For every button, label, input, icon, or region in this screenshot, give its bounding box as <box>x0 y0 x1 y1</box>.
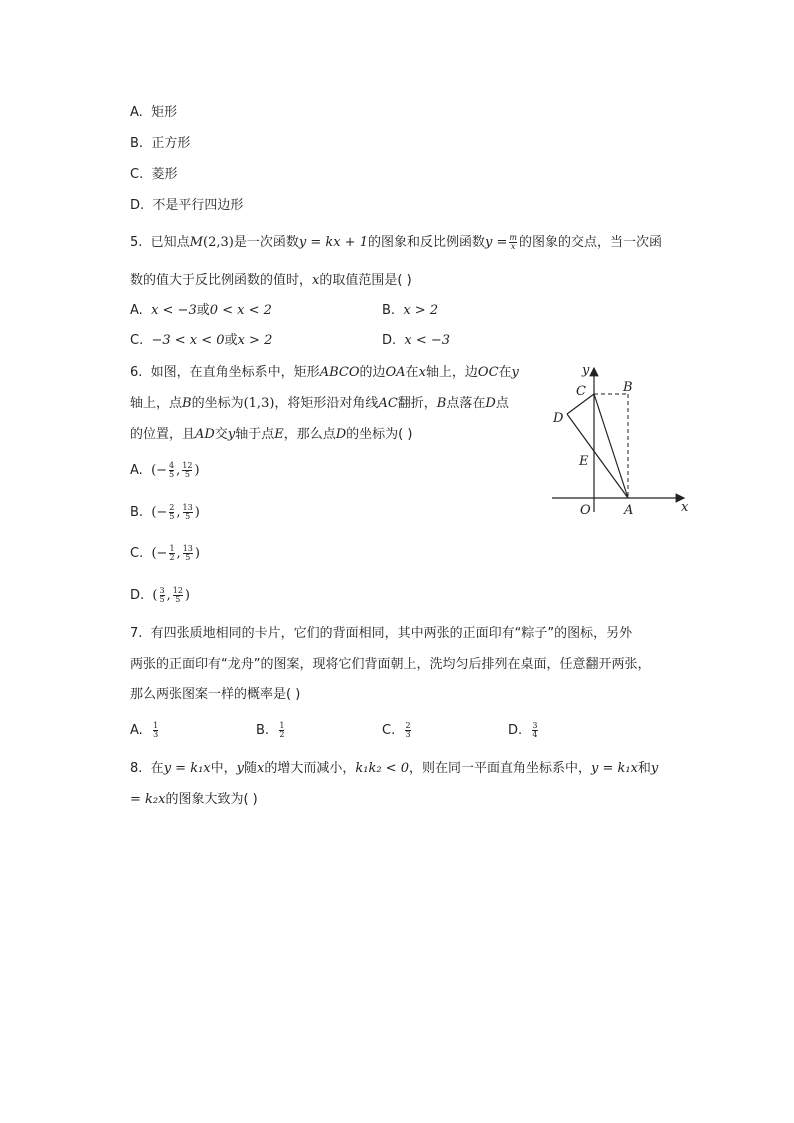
q4-option-a: A. 矩形 <box>130 105 178 120</box>
q5-fraction: $\frac{m}{x}$ <box>509 233 517 251</box>
q8-stem-line2: = k₂x的图象大致为( ) <box>130 792 258 807</box>
segment-ca <box>594 394 628 498</box>
label-e: E <box>579 454 589 469</box>
label-c: C <box>576 384 586 399</box>
q6-geometry-figure <box>548 362 698 522</box>
q5-option-a: A. x < −3或0 < x < 2 <box>130 303 272 318</box>
label-o: O <box>580 503 591 518</box>
q4-option-d: D. 不是平行四边形 <box>130 198 244 213</box>
q7-option-d: D. $\frac{3}{4}$ <box>508 721 538 739</box>
q4-option-c: C. 菱形 <box>130 167 178 182</box>
q4-option-b: B. 正方形 <box>130 136 191 151</box>
q5-stem-line1: 5. 已知点M(2,3)是一次函数y = kx + 1的图象和反比例函数y = $\frac{m}{x}$ 的图象的交点，当一次函 <box>130 233 662 251</box>
q7-stem-line1: 7. 有四张质地相同的卡片，它们的背面相同，其中两张的正面印有“粽子”的图标，另外 <box>130 626 633 641</box>
q6-option-c: C. (− $\frac{1}{2}$ , $\frac{13}{5}$ ) <box>130 544 200 562</box>
q6-stem-line3: 的位置，且AD交y轴于点E，那么点D的坐标为( ) <box>130 427 413 442</box>
label-y: y <box>582 363 590 378</box>
q5-option-d: D. x < −3 <box>382 333 451 348</box>
q5-option-c: C. −3 < x < 0或x > 2 <box>130 333 273 348</box>
q7-option-a: A. $\frac{1}{3}$ <box>130 721 159 739</box>
label-a: A <box>624 503 634 518</box>
q6-stem-line2: 轴上，点B的坐标为(1,3)，将矩形沿对角线AC翻折，B点落在D点 <box>130 396 509 411</box>
q7-option-b: B. $\frac{1}{2}$ <box>256 721 285 739</box>
q7-stem-line3: 那么两张图案一样的概率是( ) <box>130 687 301 702</box>
q7-stem-line2: 两张的正面印有“龙舟”的图案，现将它们背面朝上，洗均匀后排列在桌面，任意翻开两张， <box>130 657 651 672</box>
q7-option-c: C. $\frac{2}{3}$ <box>382 721 411 739</box>
label-b: B <box>623 380 633 395</box>
q8-stem-line1: 8. 在y = k₁x中，y随x的增大而减小，k₁k₂ < 0，则在同一平面直角坐标系中，y = k₁x和y <box>130 761 659 776</box>
label-d: D <box>553 411 564 426</box>
q6-option-d: D. ( $\frac{3}{5}$ , $\frac{12}{5}$ ) <box>130 586 190 604</box>
q6-stem-line1: 6. 如图，在直角坐标系中，矩形ABCO的边OA在x轴上，边OC在y <box>130 365 519 380</box>
q5-stem-line2: 数的值大于反比例函数的值时，x的取值范围是( ) <box>130 273 412 288</box>
label-x: x <box>681 500 689 515</box>
q5-option-b: B. x > 2 <box>382 303 439 318</box>
q6-option-a: A. (− $\frac{4}{5}$ , $\frac{12}{5}$ ) <box>130 461 200 479</box>
q6-option-b: B. (− $\frac{2}{5}$ , $\frac{13}{5}$ ) <box>130 503 200 521</box>
segment-da <box>567 414 628 498</box>
